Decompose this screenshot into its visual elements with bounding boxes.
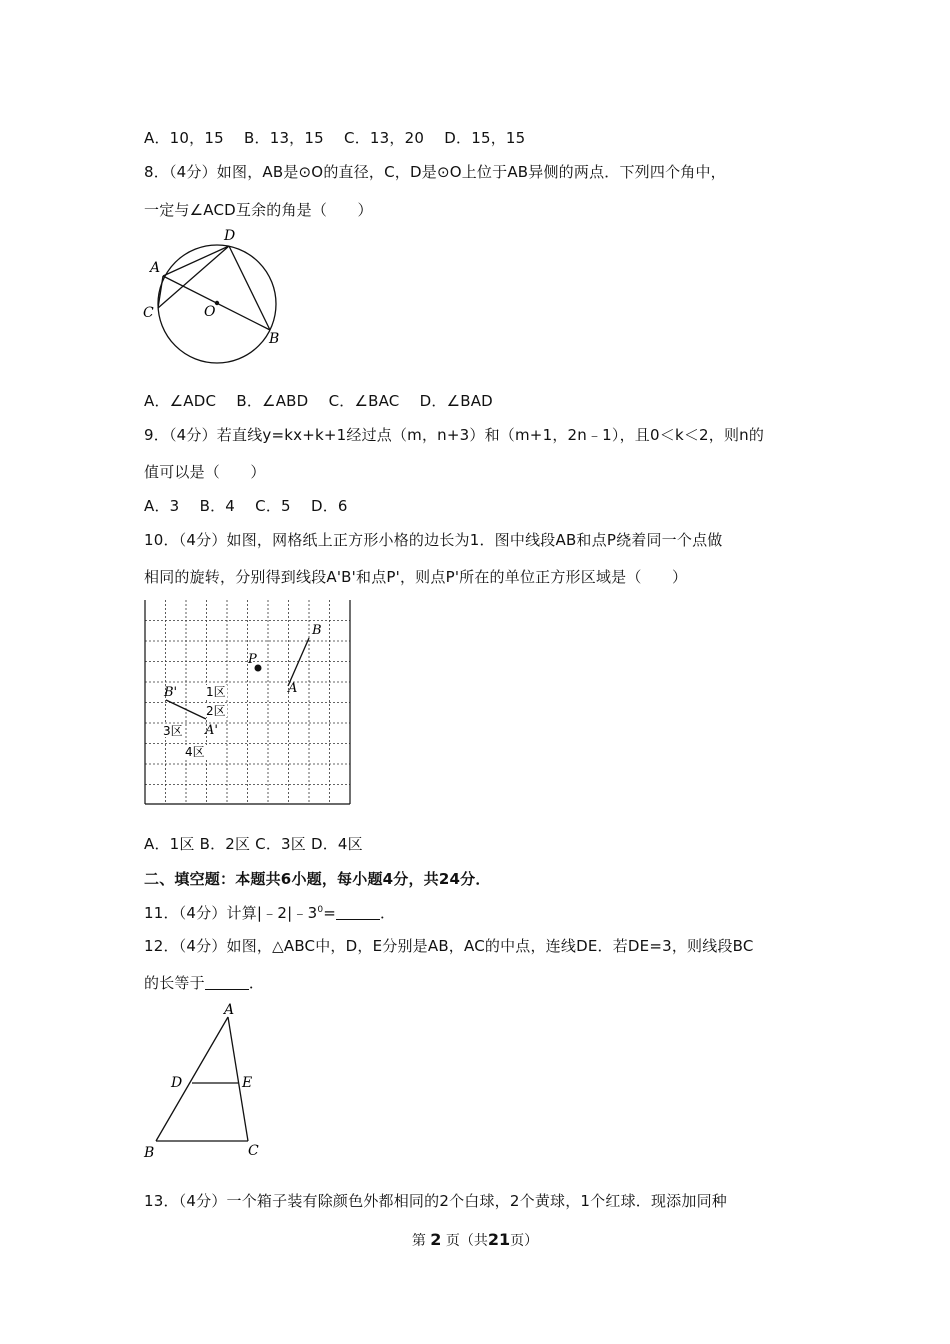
label-d: D [224, 228, 236, 244]
q8-options: A．∠ADC B．∠ABD C．∠BAC D．∠BAD [144, 392, 493, 410]
zone-1-label: 1区 [206, 685, 226, 699]
segment-ad [163, 246, 229, 276]
q11-end: ． [380, 904, 396, 922]
label-b: B [144, 1145, 155, 1161]
label-o: O [204, 304, 216, 320]
label-a-prime: A' [205, 723, 218, 738]
q8-circle-figure [138, 224, 288, 374]
q12-triangle-figure [140, 998, 270, 1168]
segment-db [229, 246, 270, 330]
zone-3-label: 3区 [163, 724, 183, 738]
page-footer [0, 1230, 950, 1250]
q7-options: A．10，15 B．13，15 C．13，20 D．15，15 [144, 129, 526, 147]
q11-equals: = [323, 904, 337, 922]
segment-cd [158, 246, 229, 308]
label-a: A [288, 681, 298, 696]
label-d: D [171, 1075, 183, 1091]
q10-text-line2: 相同的旋转，分别得到线段A'B'和点P'，则点P'所在的单位正方形区域是（ ） [144, 568, 688, 586]
section-2-title: 二、填空题：本题共6小题，每小题4分，共24分． [144, 870, 491, 888]
label-b: B [312, 623, 322, 638]
zone-4-label: 4区 [185, 745, 205, 759]
q12-line2-end: ． [248, 974, 265, 992]
footer-page-number: 2 [430, 1230, 442, 1249]
q11-exponent: 0 [317, 905, 324, 915]
q11-text [144, 902, 395, 923]
q11-prefix: 11．（4分）计算|﹣2|﹣3 [144, 904, 318, 922]
q13-text-line1: 13．（4分）一个箱子装有除颜色外都相同的2个白球，2个黄球，1个红球．现添加同种 [144, 1192, 727, 1210]
zone-2-label: 2区 [206, 704, 226, 718]
q8-text-line1: 8．（4分）如图，AB是⊙O的直径，C，D是⊙O上位于AB异侧的两点．下列四个角中， [144, 163, 726, 181]
label-c: C [143, 305, 154, 321]
q10-grid-figure [142, 597, 354, 807]
segment-ab [288, 638, 309, 686]
label-p: P [248, 652, 257, 667]
q9-text-line2: 值可以是（ ） [144, 463, 266, 481]
q10-options: A．1区 B．2区 C．3区 D．4区 [144, 835, 363, 853]
q9-text-line1: 9．（4分）若直线y=kx+k+1经过点（m，n+3）和（m+1，2n﹣1），且0＜k＜2，则n的 [144, 426, 765, 444]
q12-line2-prefix: 的长等于 [144, 974, 205, 992]
label-e: E [242, 1075, 253, 1091]
label-b-prime: B' [164, 685, 178, 700]
label-a: A [224, 1002, 235, 1018]
footer-total-pages: 21 [487, 1230, 511, 1249]
q11-answer-blank [336, 905, 380, 920]
footer-mid: 页（共 [445, 1233, 488, 1249]
q12-text-line2 [144, 972, 264, 993]
label-c: C [248, 1143, 259, 1159]
footer-pre: 第 [411, 1233, 426, 1249]
q8-text-line2: 一定与∠ACD互余的角是（ ） [144, 201, 373, 219]
q10-text-line1: 10．（4分）如图，网格纸上正方形小格的边长为1．图中线段AB和点P绕着同一个点做 [144, 531, 723, 549]
footer-post: 页） [510, 1233, 539, 1249]
q9-options: A．3 B．4 C．5 D．6 [144, 497, 348, 515]
label-a: A [150, 260, 161, 276]
q12-text-line1: 12．（4分）如图，△ABC中，D，E分别是AB，AC的中点，连线DE．若DE=3，则线段BC [144, 937, 754, 955]
label-b: B [269, 331, 280, 347]
q12-answer-blank [205, 975, 249, 990]
segment-ab [156, 1017, 228, 1141]
